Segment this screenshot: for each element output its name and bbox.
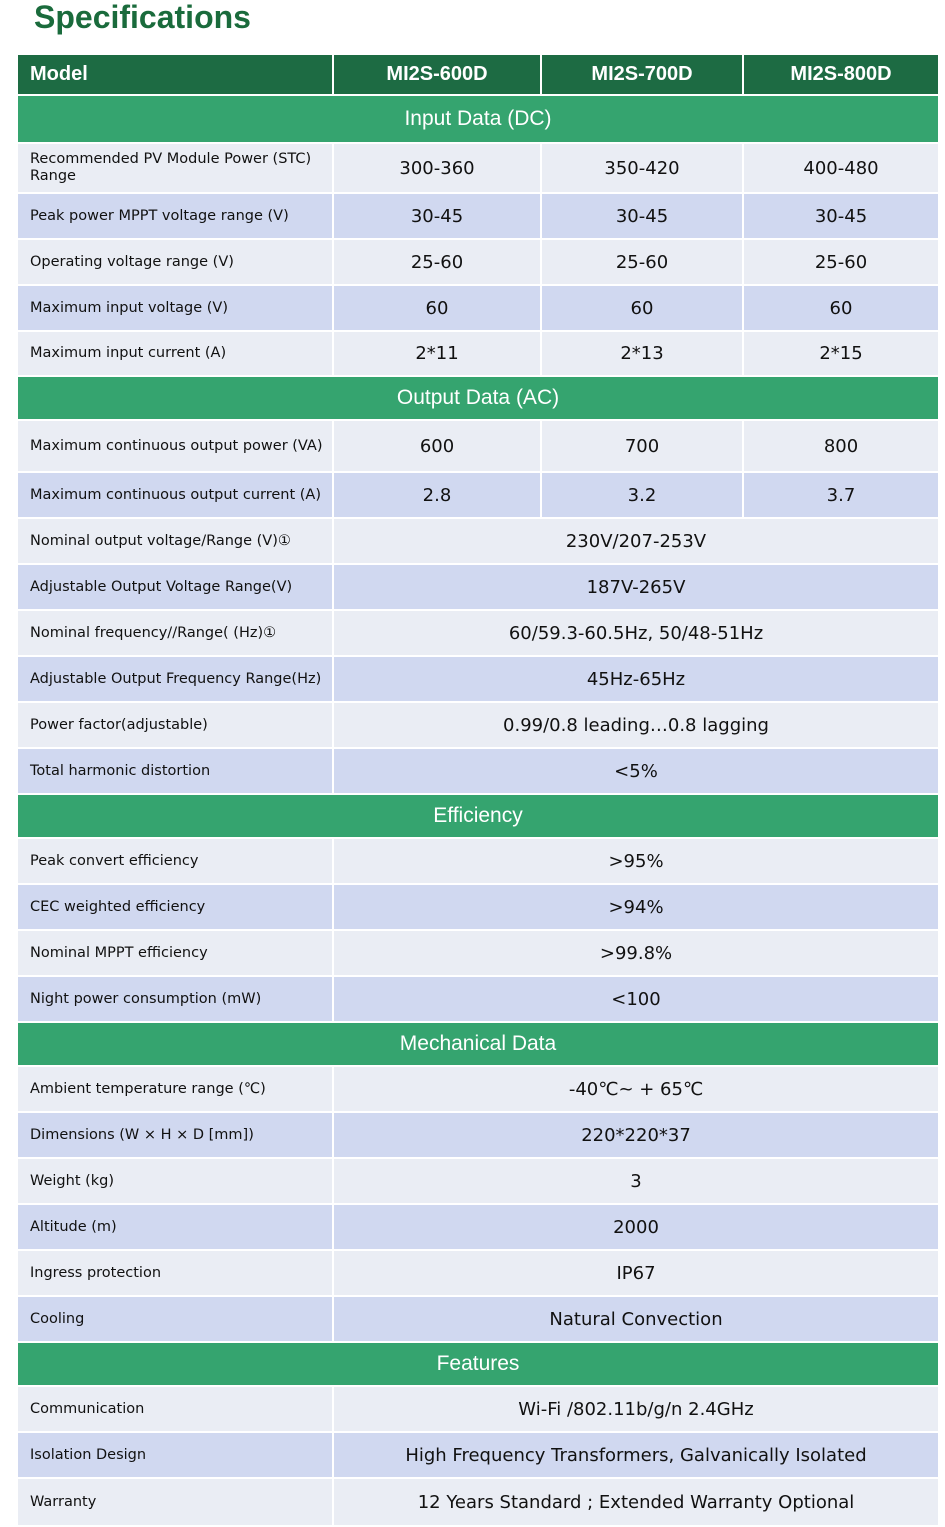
spec-label: Altitude (m) [17,1204,333,1250]
spec-value-merged: 3 [333,1158,939,1204]
spec-value: 3.7 [743,472,939,518]
spec-label: Warranty [17,1478,333,1526]
spec-value: 3.2 [541,472,743,518]
spec-label: Maximum continuous output power (VA) [17,420,333,472]
spec-label: Weight (kg) [17,1158,333,1204]
table-row [17,1478,939,1526]
spec-value-merged: -40℃~ + 65℃ [333,1066,939,1112]
spec-label: Communication [17,1386,333,1432]
spec-value: 400-480 [743,143,939,193]
spec-value-merged: <5% [333,748,939,794]
spec-value: 2*11 [333,331,541,376]
table-row [17,838,939,884]
spec-label: Nominal frequency//Range( (Hz)① [17,610,333,656]
section-title: Input Data (DC) [17,95,939,143]
spec-value: 2*15 [743,331,939,376]
model-header: Model [17,54,333,95]
spec-table-body [17,54,939,1526]
table-row [17,331,939,376]
section-header-input-data-dc [17,95,939,143]
spec-label: Nominal MPPT efficiency [17,930,333,976]
model-column-header: MI2S-600D [333,54,541,95]
spec-value-merged: 220*220*37 [333,1112,939,1158]
spec-value: 2*13 [541,331,743,376]
spec-label: Peak convert efficiency [17,838,333,884]
spec-label: Ingress protection [17,1250,333,1296]
table-row [17,564,939,610]
spec-value-merged: <100 [333,976,939,1022]
section-title: Features [17,1342,939,1386]
spec-label: Dimensions (W × H × D [mm]) [17,1112,333,1158]
table-row [17,610,939,656]
spec-label: Isolation Design [17,1432,333,1478]
section-header-features [17,1342,939,1386]
spec-value: 60 [333,285,541,331]
spec-label: Adjustable Output Frequency Range(Hz) [17,656,333,702]
spec-value: 25-60 [743,239,939,285]
spec-value-merged: >94% [333,884,939,930]
page-title: Specifications [34,0,251,35]
table-row [17,884,939,930]
table-row [17,420,939,472]
spec-label: Maximum input current (A) [17,331,333,376]
spec-value-merged: Wi-Fi /802.11b/g/n 2.4GHz [333,1386,939,1432]
spec-value: 350-420 [541,143,743,193]
spec-value: 60 [541,285,743,331]
spec-label: Peak power MPPT voltage range (V) [17,193,333,239]
spec-value: 30-45 [541,193,743,239]
spec-label: Cooling [17,1296,333,1342]
spec-value-merged: 0.99/0.8 leading…0.8 lagging [333,702,939,748]
spec-table [16,53,940,1527]
section-header-mechanical-data [17,1022,939,1066]
spec-label: Maximum input voltage (V) [17,285,333,331]
spec-label: Operating voltage range (V) [17,239,333,285]
table-row [17,1112,939,1158]
spec-value: 2.8 [333,472,541,518]
spec-label: Recommended PV Module Power (STC) Range [17,143,333,193]
spec-value-merged: IP67 [333,1250,939,1296]
spec-value-merged: >95% [333,838,939,884]
table-header-row [17,54,939,95]
spec-label: Nominal output voltage/Range (V)① [17,518,333,564]
spec-value: 800 [743,420,939,472]
table-row [17,285,939,331]
table-row [17,518,939,564]
section-title: Efficiency [17,794,939,838]
spec-value: 600 [333,420,541,472]
table-row [17,702,939,748]
model-column-header: MI2S-800D [743,54,939,95]
table-row [17,1158,939,1204]
table-row [17,193,939,239]
spec-label: Maximum continuous output current (A) [17,472,333,518]
spec-value-merged: 2000 [333,1204,939,1250]
spec-value-merged: >99.8% [333,930,939,976]
spec-value-merged: 230V/207-253V [333,518,939,564]
spec-value: 30-45 [333,193,541,239]
table-row [17,976,939,1022]
table-row [17,748,939,794]
spec-label: CEC weighted efficiency [17,884,333,930]
table-row [17,1432,939,1478]
table-row [17,239,939,285]
table-row [17,1250,939,1296]
section-header-efficiency [17,794,939,838]
spec-value-merged: 187V-265V [333,564,939,610]
table-row [17,1204,939,1250]
section-title: Mechanical Data [17,1022,939,1066]
spec-value: 25-60 [333,239,541,285]
spec-label: Total harmonic distortion [17,748,333,794]
section-header-output-data-ac [17,376,939,420]
spec-value: 60 [743,285,939,331]
spec-value: 25-60 [541,239,743,285]
spec-value-merged: 60/59.3-60.5Hz, 50/48-51Hz [333,610,939,656]
spec-label: Ambient temperature range (℃) [17,1066,333,1112]
spec-label: Night power consumption (mW) [17,976,333,1022]
spec-value: 700 [541,420,743,472]
section-title: Output Data (AC) [17,376,939,420]
spec-value-merged: Natural Convection [333,1296,939,1342]
spec-value: 30-45 [743,193,939,239]
table-row [17,472,939,518]
table-row [17,656,939,702]
spec-label: Adjustable Output Voltage Range(V) [17,564,333,610]
spec-label: Power factor(adjustable) [17,702,333,748]
model-column-header: MI2S-700D [541,54,743,95]
table-row [17,1296,939,1342]
spec-value-merged: 12 Years Standard ; Extended Warranty Optional [333,1478,939,1526]
table-row [17,1066,939,1112]
spec-value: 300-360 [333,143,541,193]
spec-value-merged: High Frequency Transformers, Galvanically Isolated [333,1432,939,1478]
table-row [17,1386,939,1432]
spec-value-merged: 45Hz-65Hz [333,656,939,702]
table-row [17,143,939,193]
table-row [17,930,939,976]
